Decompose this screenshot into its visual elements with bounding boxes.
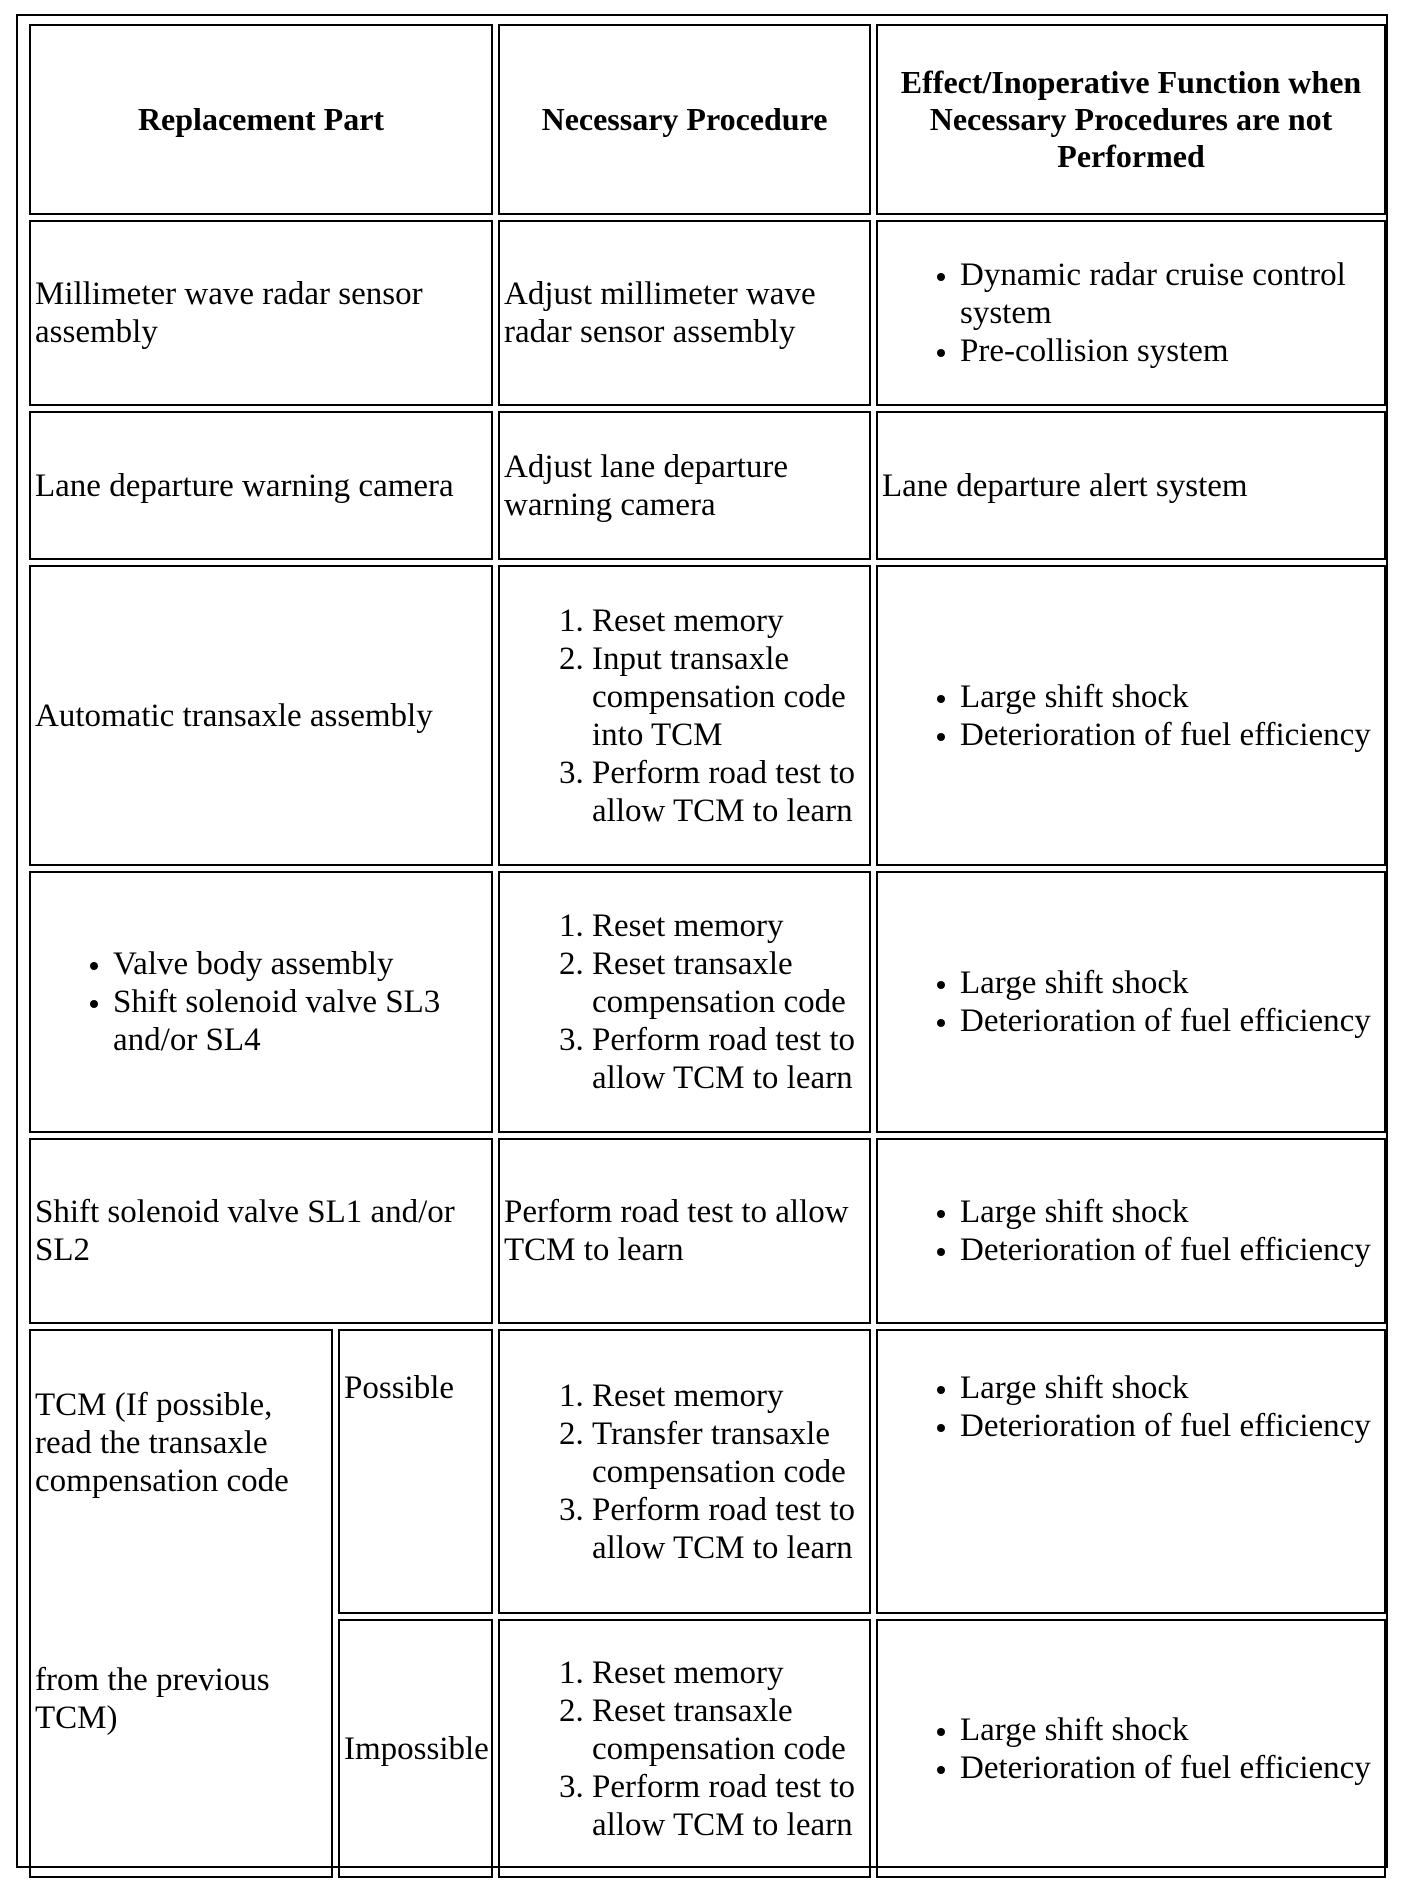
part-cell: Millimeter wave radar sensor assembly <box>29 220 493 406</box>
procedure-step: 3. Perform road test to allow TCM to learn <box>592 1491 865 1567</box>
effect-cell <box>876 1619 1386 1878</box>
condition-possible: Possible <box>338 1329 493 1614</box>
condition-impossible: Impossible <box>338 1619 493 1878</box>
effect-item: • Deterioration of fuel efficiency <box>960 1231 1380 1269</box>
table-row <box>29 1329 1386 1614</box>
procedure-step: 3. Perform road test to allow TCM to learn <box>592 754 865 830</box>
table-header-row <box>29 24 1386 215</box>
part-cell <box>29 871 493 1133</box>
part-item: • Shift solenoid valve SL3 and/or SL4 <box>113 983 487 1059</box>
procedure-step: 1. Reset memory <box>592 1654 865 1692</box>
table-row <box>29 1138 1386 1324</box>
effect-item: • Large shift shock <box>960 1193 1380 1231</box>
table-row <box>29 411 1386 560</box>
procedure-cell <box>498 565 871 866</box>
effect-cell <box>876 1329 1386 1614</box>
effect-item: • Large shift shock <box>960 1369 1380 1407</box>
effect-cell <box>876 565 1386 866</box>
procedure-cell <box>498 1329 871 1614</box>
procedure-cell: Adjust millimeter wave radar sensor assembly <box>498 220 871 406</box>
effect-item: • Deterioration of fuel efficiency <box>960 1002 1380 1040</box>
tcm-part-text: TCM (If possible, read the transaxle compensation code <box>35 1387 289 1499</box>
procedure-cell: Adjust lane departure warning camera <box>498 411 871 560</box>
effect-item: • Large shift shock <box>960 1711 1380 1749</box>
header-replacement-part: Replacement Part <box>29 24 493 215</box>
effect-cell <box>876 220 1386 406</box>
effect-cell <box>876 1138 1386 1324</box>
effect-cell: Lane departure alert system <box>876 411 1386 560</box>
part-cell: Shift solenoid valve SL1 and/or SL2 <box>29 1138 493 1324</box>
procedure-step: 1. Reset memory <box>592 907 865 945</box>
procedure-step: 2. Reset transaxle compensation code <box>592 945 865 1021</box>
effect-item: • Large shift shock <box>960 964 1380 1002</box>
effect-item: • Dynamic radar cruise control system <box>960 256 1380 332</box>
tcm-part-cell <box>29 1329 333 1878</box>
effect-item: • Large shift shock <box>960 678 1380 716</box>
effect-item: • Pre-collision system <box>960 332 1380 370</box>
procedure-step: 2. Reset transaxle compensation code <box>592 1692 865 1768</box>
effect-item: • Deterioration of fuel efficiency <box>960 1749 1380 1787</box>
part-cell: Lane departure warning camera <box>29 411 493 560</box>
part-item: • Valve body assembly <box>113 945 487 983</box>
procedure-step: 1. Reset memory <box>592 602 865 640</box>
procedure-step: 2. Transfer transaxle compensation code <box>592 1415 865 1491</box>
procedure-step: 3. Perform road test to allow TCM to learn <box>592 1768 865 1844</box>
procedure-step: 3. Perform road test to allow TCM to learn <box>592 1021 865 1097</box>
header-effect: Effect/Inoperative Function when Necessary Procedures are not Performed <box>876 24 1386 215</box>
table-row <box>29 220 1386 406</box>
procedure-cell <box>498 1619 871 1878</box>
header-necessary-procedure: Necessary Procedure <box>498 24 871 215</box>
effect-item: • Deterioration of fuel efficiency <box>960 1407 1380 1445</box>
effect-item: • Deterioration of fuel efficiency <box>960 716 1380 754</box>
procedure-cell <box>498 871 871 1133</box>
tcm-part-text: from the previous TCM) <box>35 1662 270 1736</box>
part-cell: Automatic transaxle assembly <box>29 565 493 866</box>
procedure-step: 2. Input transaxle compensation code into TCM <box>592 640 865 754</box>
procedure-cell: Perform road test to allow TCM to learn <box>498 1138 871 1324</box>
effect-cell <box>876 871 1386 1133</box>
procedure-step: 1. Reset memory <box>592 1377 865 1415</box>
replacement-procedure-table <box>24 19 1391 1883</box>
table-row <box>29 871 1386 1133</box>
table-row <box>29 565 1386 866</box>
